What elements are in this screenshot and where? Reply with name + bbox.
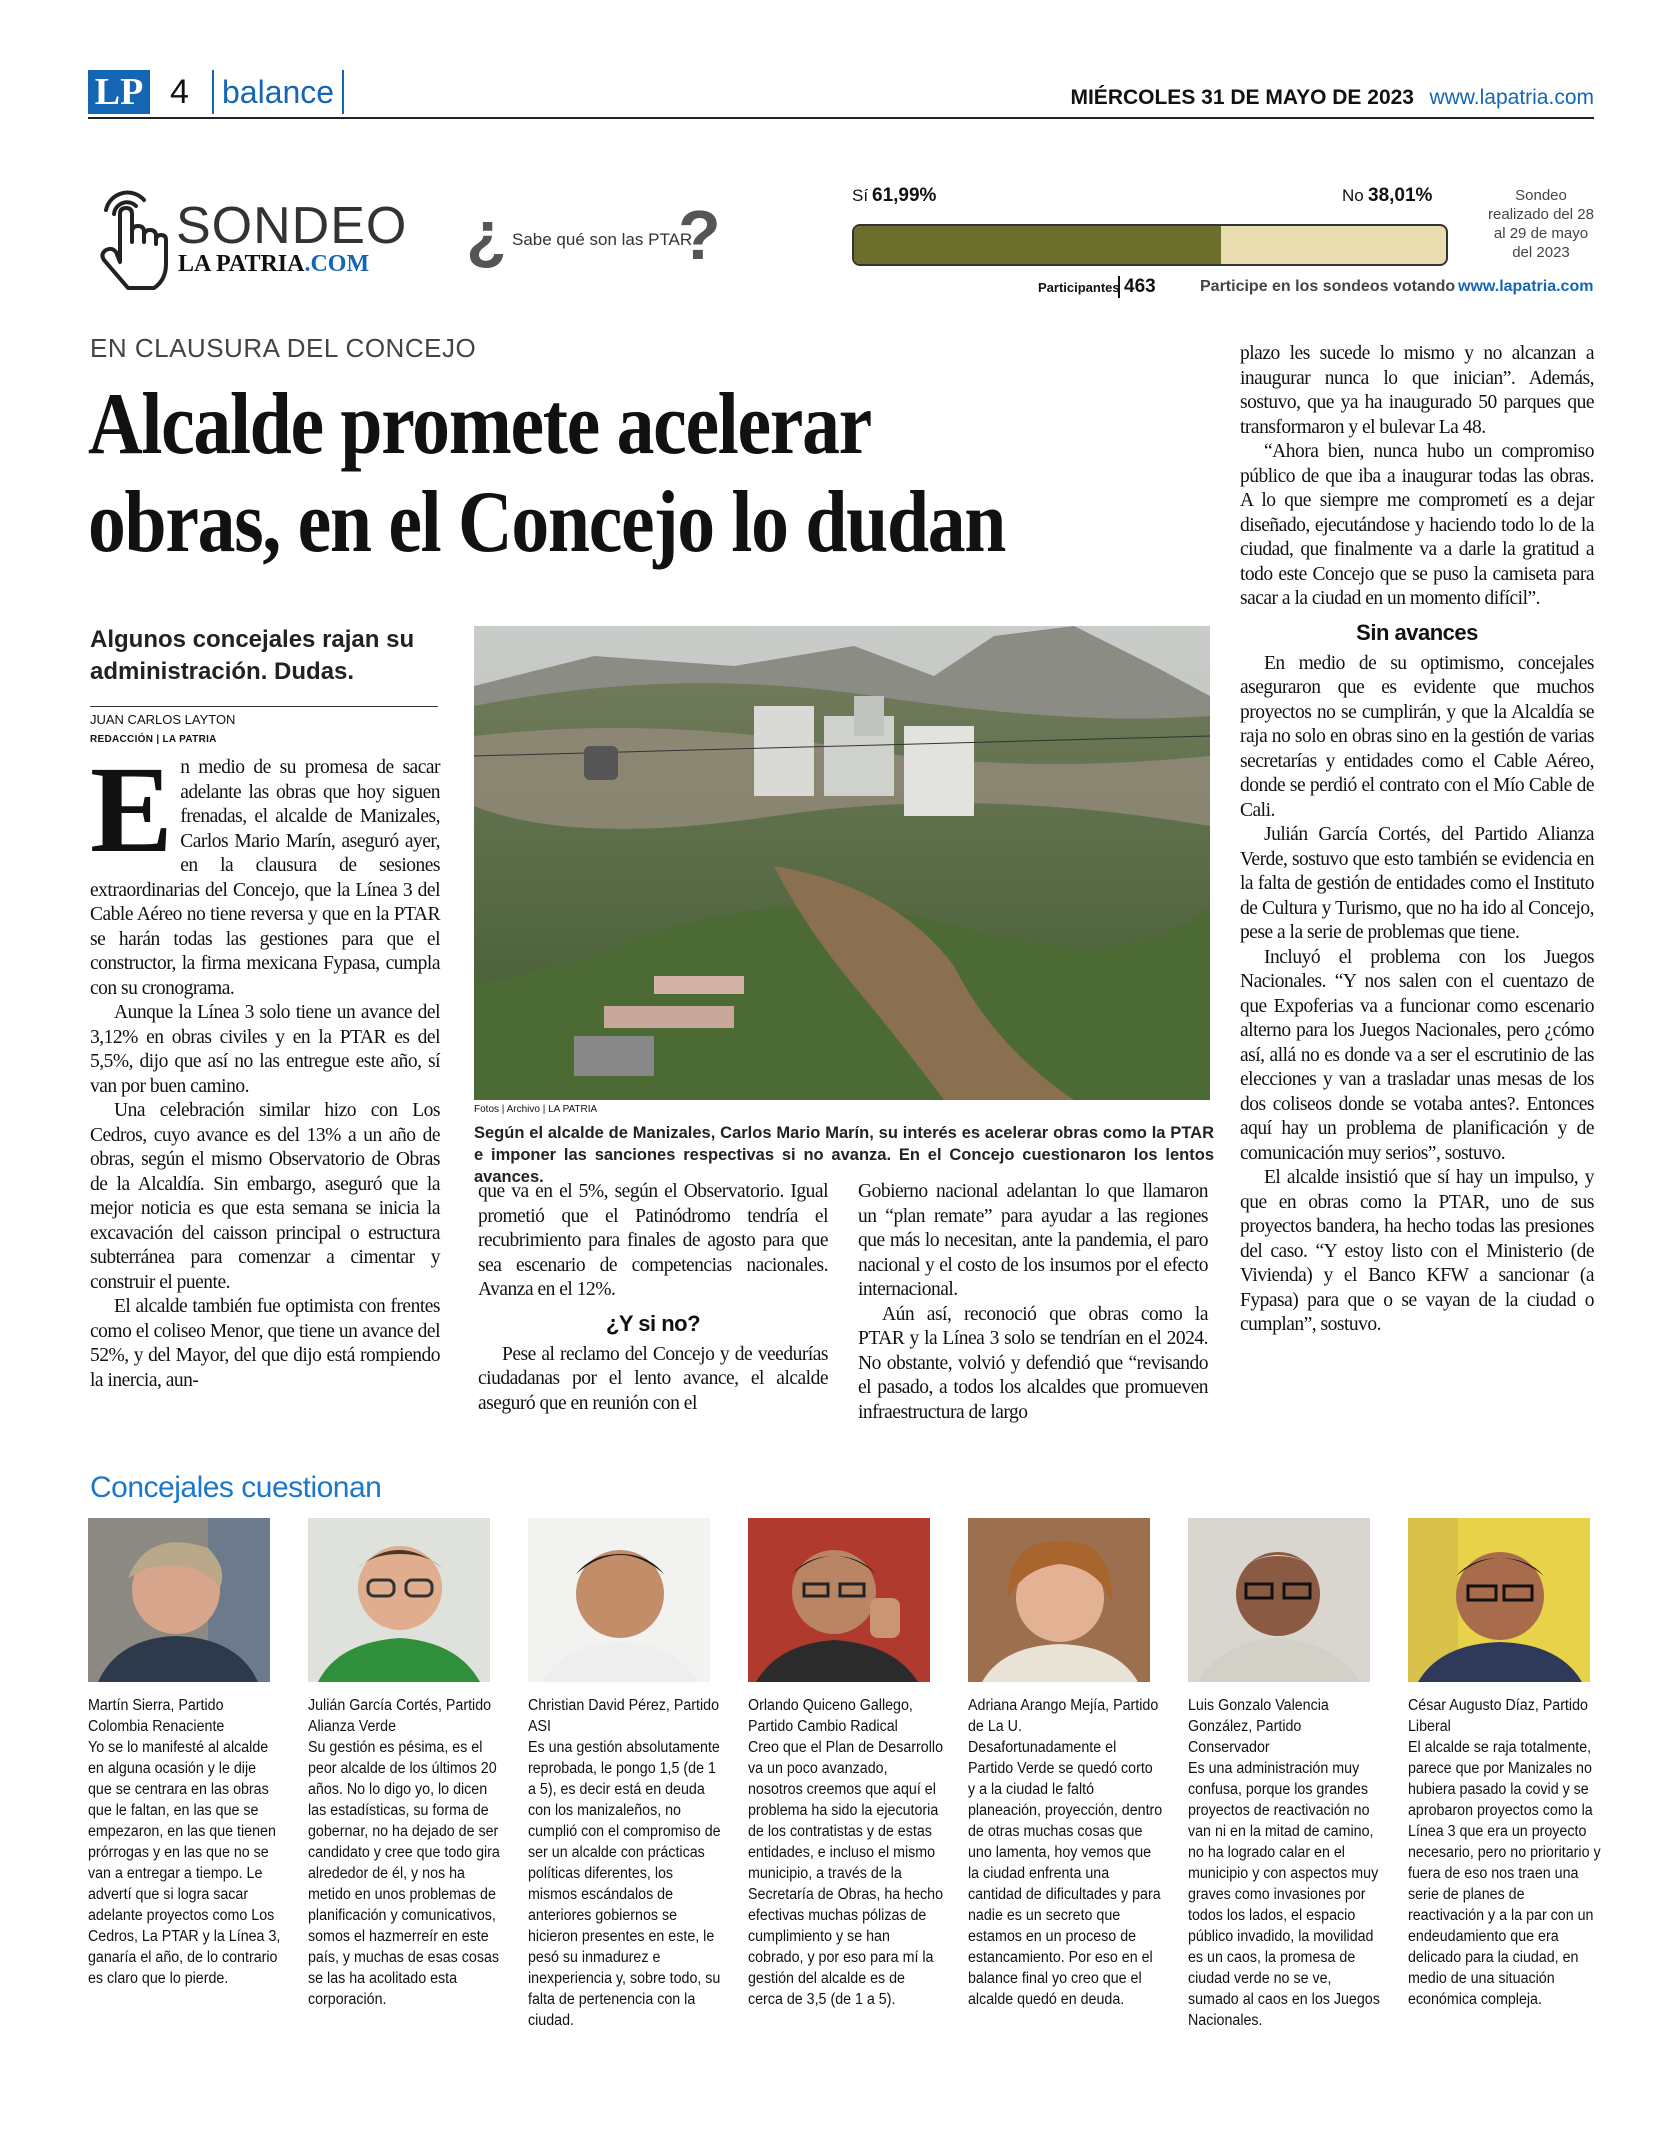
councillor-name: Luis Gonzalo Valencia González, Partido Conservador: [1188, 1697, 1329, 1756]
paragraph: Aunque la Línea 3 solo tiene un avance del 3,12% en obras civiles y en la PTAR es del 5,5%, dijo que así no las entregue este año, sí van por buen camino.: [90, 1002, 440, 1097]
poll-result-bar: [852, 224, 1448, 266]
councillor-quote: Su gestión es pésima, es el peor alcalde de los últimos 20 años. No lo digo yo, lo dicen las estadísticas, su forma de gobernar, no ha dejado de ser candidato y cree que todo gira alrededor de él, y nos ha metido en unos problemas de planificación y comunicativos, somos el hazmerreír en este país, y muchas de esas cosas se las ha acolitado esta corporación.: [308, 1739, 500, 2008]
poll-yes-fill: [854, 226, 1221, 264]
article-column-2: [478, 1180, 828, 1416]
councillor-quote: Es una administración muy confusa, porque los grandes proyectos de reactivación no van ni en la mitad de camino, no ha logrado calar en el municipio y con aspectos muy graves como invasiones por todos los lados, el espacio público invadido, la movilidad es un caos, la promesa de ciudad verde no se ve, sumado al caos en los Juegos Nacionales.: [1188, 1760, 1380, 2029]
participants-label: Participantes: [1038, 280, 1120, 295]
poll-no-label: No: [1342, 186, 1364, 205]
article-author: JUAN CARLOS LAYTON: [90, 712, 236, 727]
article-headline: [88, 376, 1275, 572]
councillor-name: César Augusto Díaz, Partido Liberal: [1408, 1697, 1588, 1735]
councillor-photo: [748, 1518, 930, 1682]
paragraph: Gobierno nacional adelantan lo que llamaron un “plan remate” para ayudar a las regiones que más lo necesitan, ante la pandemia, el paro nacional y el costo de los insumos por el efecto internacional.: [858, 1181, 1208, 1300]
councillor-photo: [968, 1518, 1150, 1682]
article-credit: REDACCIÓN | LA PATRIA: [90, 734, 217, 745]
councillor-quote: Creo que el Plan de Desarrollo va un poco avanzado, nosotros creemos que aquí el problema ha sido la ejecutoria de los contratistas y de estas entidades, e incluso el mismo municipio, a través de la Secretaría de Obras, ha hecho efectivas muchas pólizas de cumplimiento y se han cobrado, y por eso para mí la gestión del alcalde es de cerca de 3,5 (de 1 a 5).: [748, 1739, 944, 2008]
poll-yes-percent: 61,99%: [872, 185, 937, 206]
participate-text: Participe en los sondeos votando: [1200, 278, 1456, 295]
councillor-quote: Yo se lo manifesté al alcalde en alguna ocasión y le dije que se centrara en las obras que le faltan, en las que se empezaron, en las que tienen prórrogas y en las que no se van a entregar a tiempo. Le advertí que si logra sacar adelante proyectos como Los Cedros, La PTAR y la Línea 3, ganaría el año, de lo contrario es claro que lo pierde.: [88, 1739, 281, 1987]
poll-site-name: LA PATRIA: [178, 251, 305, 277]
website-link[interactable]: www.lapatria.com: [1429, 86, 1594, 109]
issue-date: MIÉRCOLES 31 DE MAYO DE 2023: [1070, 86, 1414, 109]
paragraph: “Ahora bien, nunca hubo un compromiso público de que iba a inaugurar todas las obras. A lo que siempre me comprometí es a dejar diseñado, ejecutándose y haciendo todo lo de la ciudad, que finalmente va a darle la gratitud a todo este Concejo que se puso la camiseta para sacar a la ciudad en un momento difícil”.: [1240, 441, 1594, 609]
councillor-card: [528, 1518, 721, 2031]
councillor-photo: [88, 1518, 270, 1682]
photo-caption: Según el alcalde de Manizales, Carlos Mario Marín, su interés es acelerar obras como la PTAR e imponer las sanciones respectivas si no avanza. En el Concejo cuestionaron los lentos avances.: [474, 1124, 1214, 1186]
councillor-card: [968, 1518, 1163, 2010]
question-close-mark-icon: ?: [678, 196, 721, 274]
headline-line-1: Alcalde promete acelerar: [88, 376, 871, 473]
paragraph: que va en el 5%, según el Observatorio. Igual prometió que el Patinódromo tendría el recubrimiento para finales de agosto para que sea escenario de competencias nacionales. Avanza en el 12%.: [478, 1181, 828, 1300]
poll-site: [178, 250, 369, 278]
poll-title: SONDEO: [176, 197, 408, 255]
councillor-card: [1188, 1518, 1378, 2031]
councillor-photo: [1188, 1518, 1370, 1682]
councillor-name: Orlando Quiceno Gallego, Partido Cambio Radical: [748, 1697, 913, 1735]
masthead-rule: [88, 117, 1594, 119]
paragraph: El alcalde también fue optimista con frentes como el coliseo Menor, que tiene un avance del 52%, y del Mayor, del que dijo está rompiendo la inercia, aun-: [90, 1296, 440, 1391]
poll-site-suffix: .COM: [304, 251, 370, 277]
paragraph: plazo les sucede lo mismo y no alcanzan a inaugurar nunca lo que inician”. Además, sostuvo, que ya ha inaugurado 50 parques que transformaron y el bulevar La 48.: [1240, 343, 1594, 438]
newspaper-logo: LP: [88, 70, 150, 114]
councillor-card: [1408, 1518, 1601, 2010]
councillor-name: Julián García Cortés, Partido Alianza Verde: [308, 1697, 492, 1735]
poll-yes-label: Sí: [852, 186, 869, 205]
section-name: balance: [212, 70, 344, 114]
headline-line-2: obras, en el Concejo lo dudan: [88, 474, 1006, 571]
article-kicker: EN CLAUSURA DEL CONCEJO: [90, 333, 477, 363]
poll-no-percent: 38,01%: [1368, 185, 1433, 206]
subtitle-y-si-no: ¿Y si no?: [605, 1310, 701, 1336]
paragraph: Aún así, reconoció que obras como la PTAR y la Línea 3 solo se tendrían en el 2024. No obstante, volvió y defendió que “revisando el pasado, a todos los alcaldes que promueven infraestructura de largo: [858, 1303, 1208, 1423]
article-column-4: [1240, 342, 1594, 1338]
councillor-photo: [1408, 1518, 1590, 1682]
article-column-1: [90, 741, 440, 1393]
byline-rule: [90, 706, 438, 707]
article-column-3: [858, 1180, 1208, 1425]
paragraph: Una celebración similar hizo con Los Cedros, cuyo avance es del 13% a un año de obras, según el mismo Observatorio de Obras de la Alcaldía. Sin embargo, aseguró que la mejor noticia es que esta semana se inicia la excavación del caisson principal o estructura subterránea para comenzar a cimentar y construir el puente.: [90, 1100, 440, 1293]
councillors-title: Concejales cuestionan: [90, 1471, 382, 1504]
drop-cap: E: [90, 741, 173, 878]
councillor-photo: [528, 1518, 710, 1682]
subtitle-sin-avances: Sin avances: [1356, 619, 1478, 645]
paragraph: Incluyó el problema con los Juegos Nacionales. “Y nos salen con el cuentazo de que Expoferias va a funcionar como escenario alterno para los Juegos Nacionales, pero ¿cómo así, allá no es donde va a ser el escrutinio de las elecciones y van a trasladar unas mesas de los dos coliseos donde se votaba antes?. Entonces aquí hay un problema de planificación y de comunicación muy serios”, sostuvo.: [1240, 946, 1594, 1164]
touch-hand-icon: [86, 180, 172, 292]
paragraph: El alcalde insistió que sí hay un impulso, y que en obras como la PTAR, uno de sus proyectos bandera, ha hecho todas las presiones del caso. “Y estoy listo con el Ministerio (de Vivienda) y el Banco KFW a sancionar (a Fypasa) para que o se vayan de la ciudad o cumplan”, sostuvo.: [1240, 1167, 1594, 1335]
article-photo: [474, 626, 1210, 1100]
councillor-quote: Es una gestión absolutamente reprobada, le pongo 1,5 (de 1 a 5), es decir está en deuda con los manizaleños, no cumplió con el compromiso de ser un alcalde con prácticas políticas diferentes, los mismos escándalos de anteriores gobiernos se hicieron presentes en este, le pesó su inmadurez e inexperiencia y, sobre todo, su falta de pertenencia con la ciudad.: [528, 1739, 721, 2029]
paragraph-text: n medio de su promesa de sacar adelante las obras que hoy siguen frenadas, el alcalde de Manizales, Carlos Mario Marín, aseguró ayer, en la clausura de sesiones extraordinarias del Concejo, que la Línea 3 del Cable Aéreo no tiene reversa y que en la PTAR se harán todas las gestiones para que el constructor, la firma mexicana Fypasa, cumpla con su cronograma.: [90, 757, 440, 999]
photo-credit: Fotos | Archivo | LA PATRIA: [474, 1104, 598, 1115]
councillor-card: [748, 1518, 944, 2010]
poll-note: Sondeo realizado del 28 al 29 de mayo del 2023: [1488, 187, 1594, 261]
question-open-mark-icon: ?: [466, 208, 507, 282]
councillor-name: Christian David Pérez, Partido ASI: [528, 1697, 720, 1735]
paragraph: Julián García Cortés, del Partido Alianza Verde, sostuvo que esto también se evidencia en la falta de gestión de entidades como el Instituto de Cultura y Turismo, que no ha ido al Concejo, pese a la serie de problemas que tiene.: [1240, 824, 1594, 943]
paragraph: En medio de su optimismo, concejales aseguraron que es evidente que muchos proyectos no se cumplirán, y que la Alcaldía se raja no solo en obras sino en la gestión de varias secretarías y entidades como el Cable Aéreo, donde se perdió el contrato con el Mío Cable de Cali.: [1240, 652, 1594, 821]
paragraph: [90, 741, 440, 1001]
page-number: 4: [170, 73, 189, 111]
councillor-quote: El alcalde se raja totalmente, parece que por Manizales no hubiera pasado la covid y se aprobaron proyectos como la Línea 3 que era un proyecto necesario, pero no prioritario y fuera de eso nos traen una serie de planes de reactivación y a la par con un endeudamiento que era delicado para la ciudad, en medio de una situación económica compleja.: [1408, 1739, 1601, 2008]
councillor-quote: Desafortunadamente el Partido Verde se quedó corto y a la ciudad le faltó planeación, proyección, dentro de otras muchas cosas que uno lamenta, hoy vemos que la ciudad enfrenta una cantidad de dificultades y para nadie es un secreto que estamos en un proceso de estancamiento. Por eso en el balance final yo creo que el alcalde quedó en deuda.: [968, 1739, 1163, 2008]
article-subhead: Algunos concejales rajan su administración. Dudas.: [90, 626, 415, 685]
paragraph: Pese al reclamo del Concejo y de veedurías ciudadanas por el lento avance, el alcalde aseguró que en reunión con el: [478, 1343, 828, 1414]
councillor-photo: [308, 1518, 490, 1682]
councillor-name: Adriana Arango Mejía, Partido de La U.: [968, 1697, 1159, 1735]
participate-link[interactable]: www.lapatria.com: [1458, 278, 1594, 295]
councillor-name: Martín Sierra, Partido Colombia Renaciente: [88, 1697, 225, 1735]
poll-question: Sabe qué son las PTAR: [512, 230, 693, 249]
councillor-card: [308, 1518, 498, 2010]
participants-count: 463: [1118, 276, 1156, 298]
councillor-card: [88, 1518, 281, 1989]
